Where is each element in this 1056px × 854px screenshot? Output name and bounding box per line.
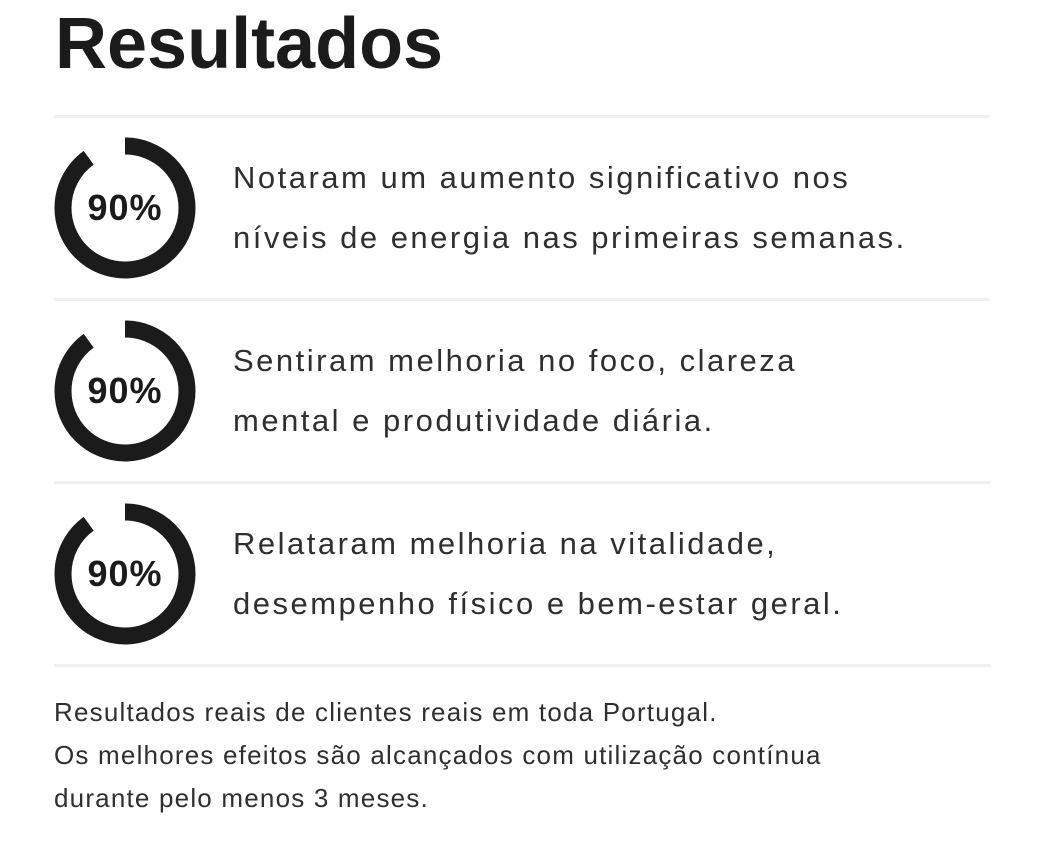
result-text-line: Sentiram melhoria no foco, clareza xyxy=(233,343,798,378)
result-text-line: desempenho físico e bem-estar geral. xyxy=(233,586,844,621)
result-row xyxy=(54,481,990,664)
result-text xyxy=(233,331,797,451)
result-text-line: Relataram melhoria na vitalidade, xyxy=(233,526,778,561)
progress-ring-value: 90% xyxy=(87,370,163,411)
footer-line: durante pelo menos 3 meses. xyxy=(54,783,429,813)
progress-ring-value: 90% xyxy=(87,553,163,594)
footer-note xyxy=(54,667,990,820)
result-text xyxy=(233,514,843,634)
result-text xyxy=(233,148,907,268)
result-row xyxy=(54,115,990,298)
progress-ring-icon xyxy=(54,503,196,645)
progress-ring-value: 90% xyxy=(87,187,163,228)
result-text-line: mental e produtividade diária. xyxy=(233,403,715,438)
progress-ring-icon xyxy=(54,137,196,279)
footer-line: Resultados reais de clientes reais em toda Portugal. xyxy=(54,697,718,727)
result-text-line: Notaram um aumento significativo nos xyxy=(233,160,851,195)
result-text-line: níveis de energia nas primeiras semanas. xyxy=(233,220,907,255)
results-list xyxy=(54,115,990,667)
page-title: Resultados xyxy=(55,4,444,84)
result-row xyxy=(54,298,990,481)
footer-line: Os melhores efeitos são alcançados com utilização contínua xyxy=(54,740,822,770)
progress-ring-icon xyxy=(54,320,196,462)
